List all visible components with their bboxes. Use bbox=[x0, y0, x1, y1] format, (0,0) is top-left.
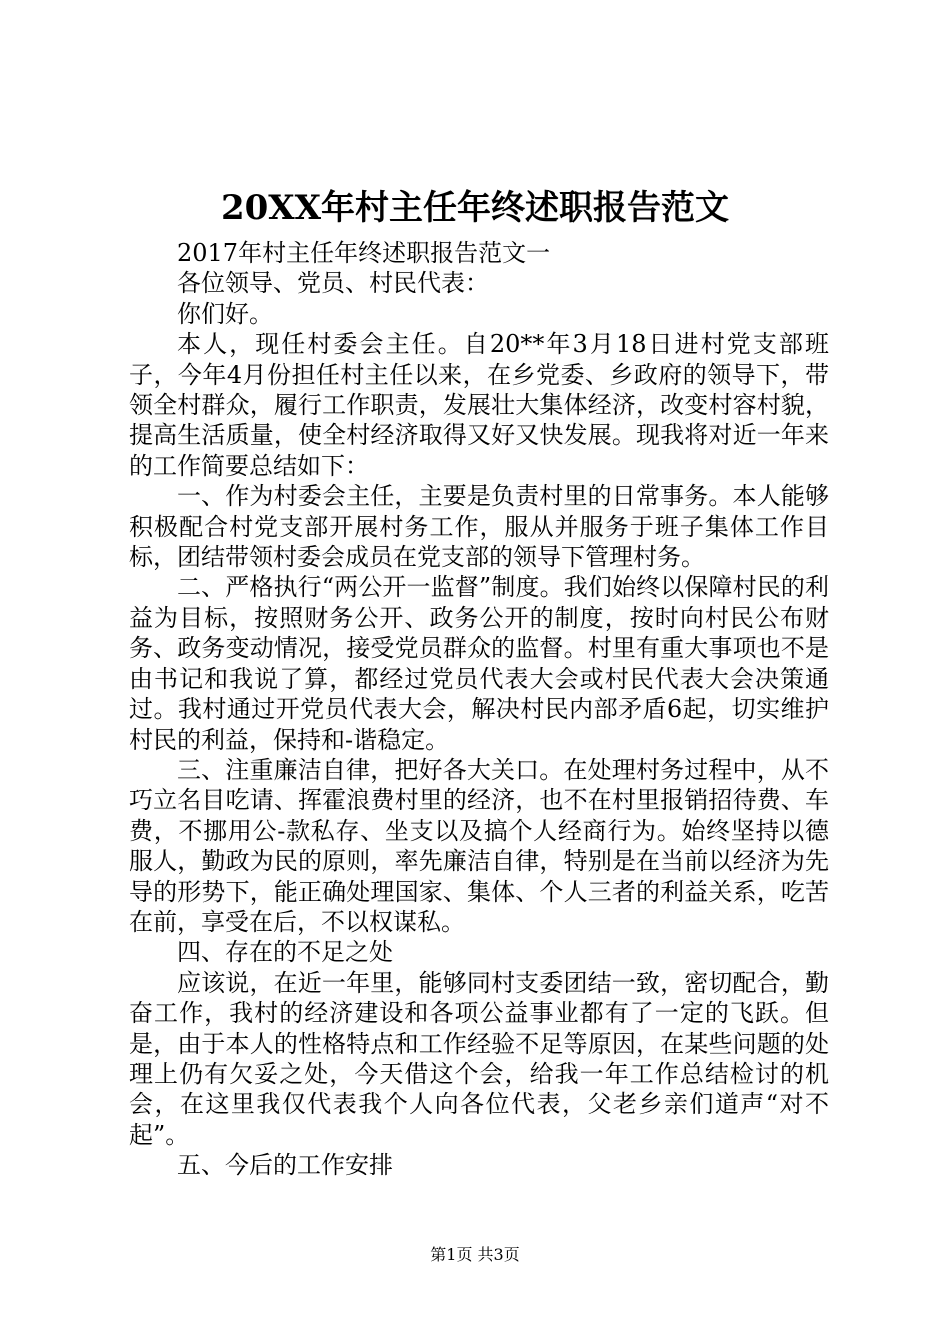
paragraph-greeting: 你们好。 bbox=[177, 299, 273, 328]
heading-section-five: 五、今后的工作安排 bbox=[177, 1151, 393, 1180]
paragraph-salutation: 各位领导、党员、村民代表： bbox=[177, 269, 489, 298]
document-title: 20XX年村主任年终述职报告范文 bbox=[220, 188, 730, 228]
paragraph-section-three: 三、注重廉洁自律，把好各大关口。在处理村务过程中，从不巧立名目吃请、挥霍浪费村里的经济，也不在村里报销招待费、车费，不挪用公-款私存、坐支以及搞个人经商行为。始终坚持以德服人，勤政为民的原则，率先廉洁自律，特别是在当前以经济为先导的形势下，能正确处理国家、集体、个人三者的利益关系，吃苦在前，享受在后，不以权谋私。 bbox=[129, 755, 829, 936]
paragraph-section-one: 一、作为村委会主任，主要是负责村里的日常事务。本人能够积极配合村党支部开展村务工作，服从并服务于班子集体工作目标，团结带领村委会成员在党支部的领导下管理村务。 bbox=[129, 482, 829, 572]
paragraph-section-four: 应该说，在近一年里，能够同村支委团结一致，密切配合，勤奋工作，我村的经济建设和各项公益事业都有了一定的飞跃。但是，由于本人的性格特点和工作经验不足等原因，在某些问题的处理上仍有欠妥之处，今天借这个会，给我一年工作总结检讨的机会，在这里我仅代表我个人向各位代表，父老乡亲们道声“对不起”。 bbox=[129, 968, 829, 1149]
page-footer: 第1页 共3页 bbox=[430, 1245, 520, 1264]
document-body bbox=[129, 238, 829, 1181]
paragraph-section-two: 二、严格执行“两公开一监督”制度。我们始终以保障村民的利益为目标，按照财务公开、政务公开的制度，按时向村民公布财务、政务变动情况，接受党员群众的监督。村里有重大事项也不是由书记和我说了算，都经过党员代表大会或村民代表大会决策通过。我村通过开党员代表大会，解决村民内部矛盾6起，切实维护村民的利益，保持和-谐稳定。 bbox=[129, 573, 829, 754]
paragraph-introduction: 本人，现任村委会主任。自20**年3月18日进村党支部班子，今年4月份担任村主任以来，在乡党委、乡政府的领导下，带领全村群众，履行工作职责，发展壮大集体经济，改变村容村貌，提高生活质量，使全村经济取得又好又快发展。现我将对近一年来的工作简要总结如下： bbox=[129, 330, 829, 480]
heading-section-four: 四、存在的不足之处 bbox=[177, 938, 393, 967]
paragraph-subtitle: 2017年村主任年终述职报告范文一 bbox=[177, 239, 551, 267]
